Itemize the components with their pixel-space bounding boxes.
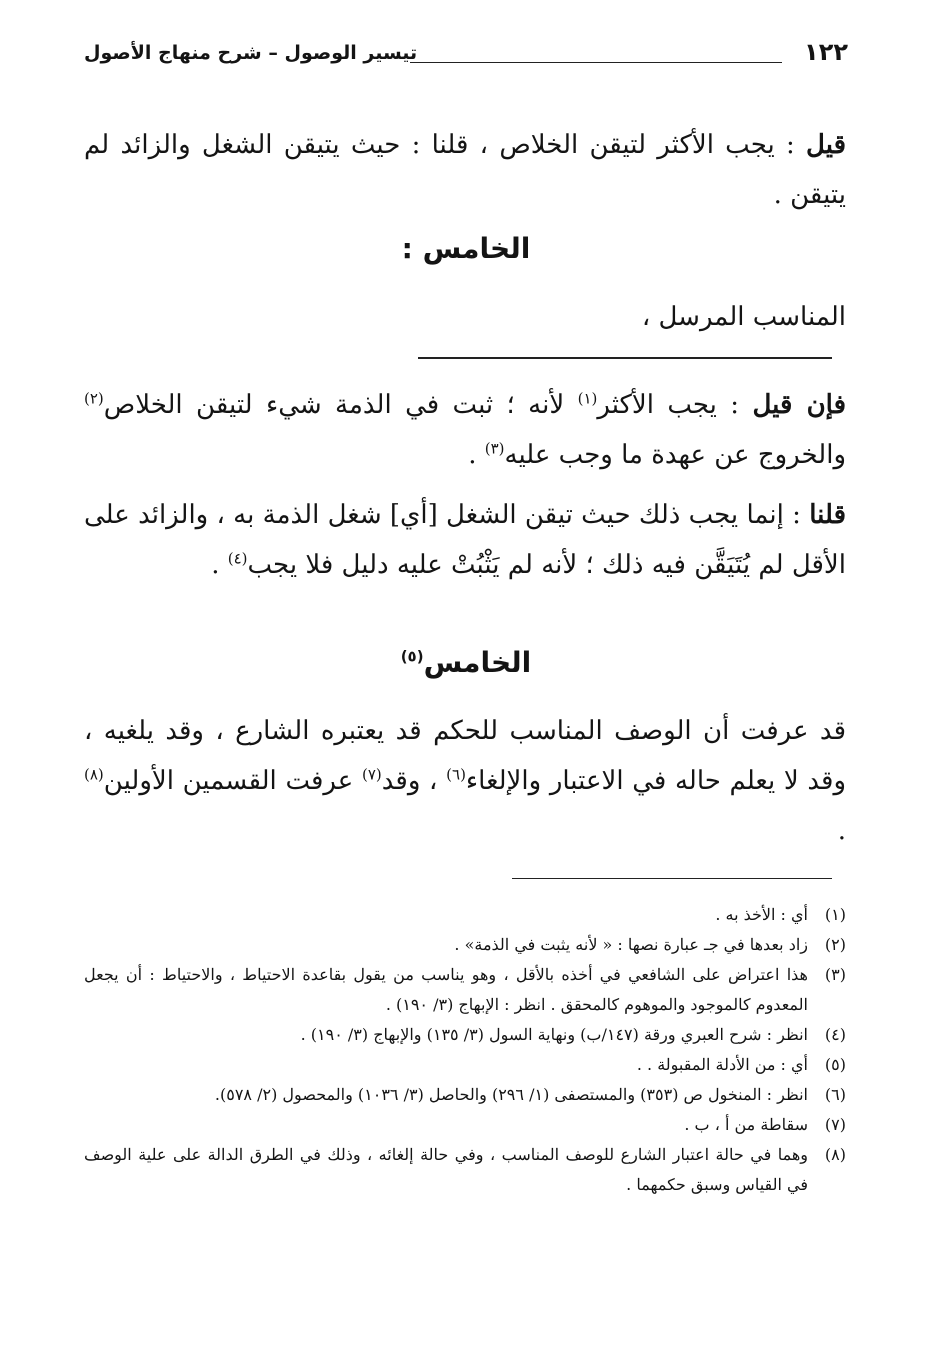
footnote-number: (٥) (824, 1055, 846, 1074)
answer-text-1: : إنما يجب ذلك حيث تيقن الشغل [أي] شغل الذمة به ، والزائد على الأقل لم يُتَيَقَّن فيه ذلك ؛ لأنه لم يَثْبُتْ عليه دليل فلا يجب (84, 500, 846, 580)
footnote-number: (٣) (824, 965, 846, 984)
objection-lead: فإن قيل (752, 390, 847, 420)
footnote-text: انظر : شرح العبري ورقة (١٤٧/ب) ونهاية السول (٣/ ١٣٥) والإبهاج (٣/ ١٩٠) . (300, 1025, 808, 1044)
footnote-number: (٢) (824, 935, 846, 954)
footnote-ref-4[interactable]: (٤) (227, 549, 248, 568)
footnote-text: زاد بعدها في جـ عبارة نصها : « لأنه يثبت في الذمة» . (454, 935, 808, 954)
matn-qila-lead: قيل (806, 130, 846, 160)
answer-text-2: . (211, 550, 220, 580)
footnote-number: (٦) (824, 1085, 846, 1104)
section-text-4: . (837, 816, 846, 846)
objection-text-1: : يجب الأكثر (597, 390, 740, 420)
footnote (84, 1140, 846, 1200)
footnote-number: (١) (824, 905, 846, 924)
matn-qila-text: : يجب الأكثر لتيقن الخلاص ، قلنا : حيث يتيقن الشغل والزائد لم يتيقن . (84, 130, 846, 210)
answer-paragraph (84, 490, 846, 590)
page-number: ١٢٢ (804, 38, 848, 66)
running-title: تيسير الوصول – شرح منهاج الأصول (84, 42, 418, 64)
header-rule (410, 62, 782, 63)
footnote-text: وهما في حالة اعتبار الشارع للوصف المناسب ، وفي حالة إلغائه ، وذلك في الطرق الدالة على علية الوصف في القياس وسبق حكمهما . (84, 1145, 808, 1194)
footnote-ref-8[interactable]: (٨) (84, 765, 104, 784)
footnote-ref-7[interactable]: (٧) (361, 765, 382, 784)
footnote-text: سقاطة من أ ، ب . (684, 1115, 808, 1134)
section-text-1: قد عرفت أن الوصف المناسب للحكم قد يعتبره الشارع ، وقد يلغيه ، وقد لا يعلم حاله في الاعتبار والإلغاء (84, 716, 847, 796)
footnote (84, 900, 846, 930)
footnote-separator-rule (512, 878, 832, 879)
footnote-number: (٤) (824, 1025, 846, 1044)
sharh-heading-text: الخامس (423, 646, 532, 679)
objection-text-3: والخروج عن عهدة ما وجب عليه (504, 440, 846, 470)
footnote (84, 930, 846, 960)
matn-heading: الخامس : (401, 232, 531, 265)
footnotes (84, 900, 846, 1200)
footnote-ref-1[interactable]: (١) (577, 389, 598, 408)
matn-text: المناسب المرسل ، (641, 302, 846, 332)
footnote-text: انظر : المنخول ص (٣٥٣) والمستصفى (١/ ٢٩٦) والحاصل (٣/ ١٠٣٦) والمحصول (٢/ ٥٧٨). (214, 1085, 808, 1104)
sharh-heading (0, 646, 932, 679)
answer-lead: قلنا (809, 500, 847, 530)
section-text-3: عرفت القسمين الأولين (103, 766, 354, 796)
footnote-text: هذا اعتراض على الشافعي في أخذه بالأقل ، وهو يناسب من يقول بقاعدة الاحتياط ، والاحتياط : أن يجعل المعدوم كالموجود والموهوم كالمحقق . انظر : الإبهاج (٣/ ١٩٠) . (84, 965, 808, 1014)
objection-text-2: لأنه ؛ ثبت في الذمة شيء لتيقن الخلاص (103, 390, 565, 420)
objection-paragraph (84, 380, 846, 480)
footnote (84, 1020, 846, 1050)
matn-separator-rule (418, 357, 832, 359)
footnote (84, 1050, 846, 1080)
footnote-text: أي : من الأدلة المقبولة . . (636, 1055, 808, 1074)
footnote-ref-2[interactable]: (٢) (84, 389, 104, 408)
section-paragraph (84, 706, 846, 856)
footnote-ref-5[interactable]: (٥) (400, 647, 424, 666)
footnote-text: أي : الأخذ به . (715, 905, 808, 924)
footnote (84, 1110, 846, 1140)
footnote (84, 1080, 846, 1110)
section-text-2: ، وقد (381, 766, 438, 796)
footnote (84, 960, 846, 1020)
objection-text-4: . (468, 440, 477, 470)
matn-qila-paragraph (84, 120, 846, 220)
footnote-number: (٧) (824, 1115, 846, 1134)
footnote-ref-3[interactable]: (٣) (484, 439, 505, 458)
footnote-number: (٨) (824, 1145, 846, 1164)
footnote-ref-6[interactable]: (٦) (446, 765, 466, 784)
